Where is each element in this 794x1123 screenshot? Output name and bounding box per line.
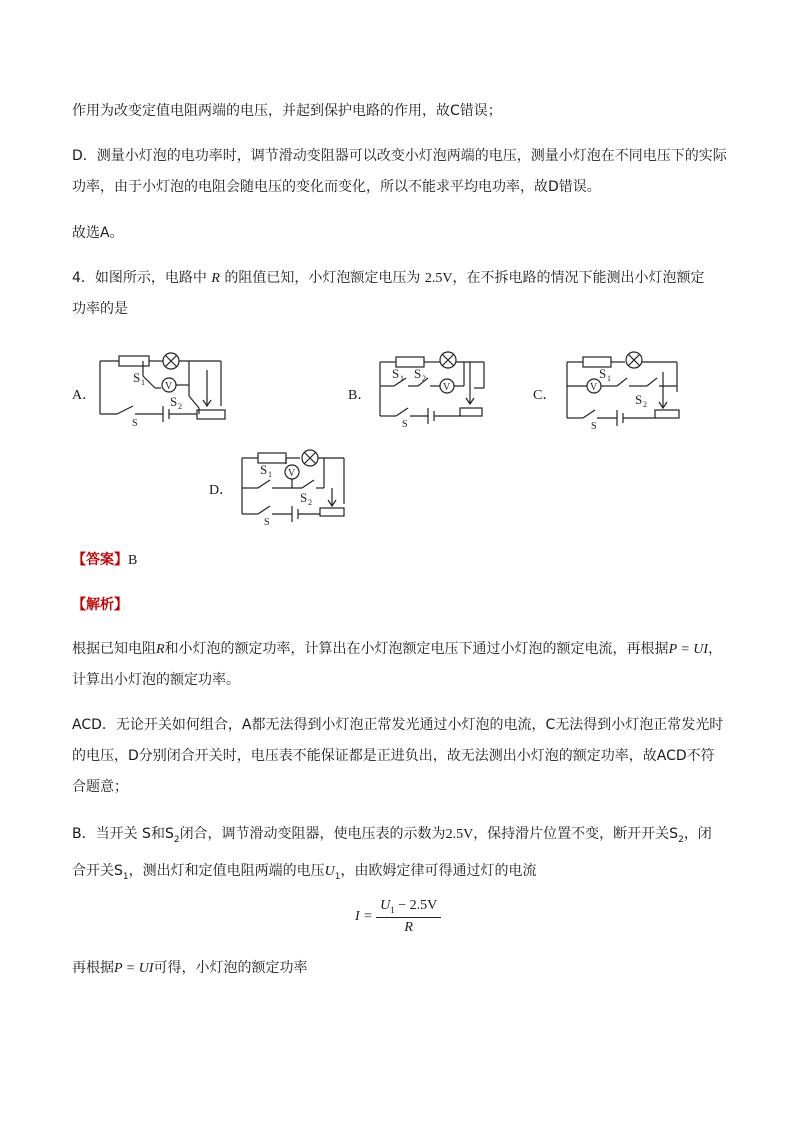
subscript: 2 <box>678 834 684 845</box>
answer-tag: 【答案】 <box>72 552 128 568</box>
subscript: 1 <box>122 871 129 882</box>
text-fragment: ，由欧姆定律可得通过灯的电流 <box>340 862 537 879</box>
paragraph-select-a <box>72 218 732 249</box>
text-line: 合题意； <box>72 779 128 795</box>
switch-s2 <box>647 378 657 386</box>
svg-text:S: S <box>264 517 270 528</box>
subscript: 2 <box>173 834 180 845</box>
analysis-tag: 【解析】 <box>72 597 128 613</box>
svg-text:S: S <box>170 394 178 409</box>
circuit-diagram-c <box>561 348 686 430</box>
resistor-r <box>583 357 611 367</box>
text-line: D．测量小灯泡的电功率时，调节滑动变阻器可以改变小灯泡两端的电压，测量小灯泡在不同电压下的实际 <box>72 148 727 164</box>
switch-s2 <box>302 480 314 488</box>
switch-s <box>396 408 408 416</box>
svg-text:V: V <box>443 382 451 393</box>
rheostat <box>460 408 482 416</box>
text-fragment: ， <box>708 641 723 657</box>
text-fragment: 闭合，调节滑动变阻器，使电压表的示数为 <box>179 826 446 842</box>
paragraph-acd <box>72 710 732 803</box>
variable-r: R <box>156 642 165 657</box>
switch-s <box>117 406 133 414</box>
text-line: 功率的是 <box>72 301 128 317</box>
switch-s2 <box>189 396 199 408</box>
rheostat <box>320 508 344 516</box>
formula-lhs: I = <box>355 909 373 925</box>
svg-text:S: S <box>414 366 422 381</box>
answer-line <box>72 545 732 576</box>
text-fragment: ，在不拆电路的情况下能测出小灯泡额定 <box>452 270 705 286</box>
paragraph-b <box>72 819 732 893</box>
text-fragment: B．当开关 S和S <box>72 826 174 842</box>
formula-p-ui: P = UI <box>114 961 154 976</box>
svg-text:S: S <box>260 462 268 477</box>
subscript: 1 <box>334 871 341 882</box>
svg-text:2: 2 <box>643 400 647 409</box>
svg-text:1: 1 <box>268 470 272 479</box>
question-4 <box>72 263 732 325</box>
text-fragment: ，保持滑片位置不变，断开开关S <box>473 826 679 842</box>
text-line: 作用为改变定值电阻两端的电压，并起到保护电路的作用，故C错误； <box>72 103 502 119</box>
svg-text:S: S <box>635 392 643 407</box>
svg-text:S: S <box>133 370 141 385</box>
svg-text:2: 2 <box>422 374 426 383</box>
option-d-label: D． <box>209 483 234 498</box>
svg-text:S: S <box>300 490 308 505</box>
rated-voltage: 2.5V <box>424 271 453 286</box>
text-fragment: 的阻值已知，小灯泡额定电压为 <box>224 270 421 286</box>
paragraph-option-d <box>72 141 732 203</box>
switch-s <box>583 410 595 418</box>
circuit-diagram-a <box>95 348 240 428</box>
voltage-value: 2.5V <box>445 827 474 842</box>
question-number: 4． <box>72 270 95 286</box>
circuit-diagram-d <box>236 446 356 526</box>
svg-text:1: 1 <box>607 374 611 383</box>
rheostat <box>197 410 225 419</box>
fraction-numerator: $U_1 - 2.5V$ <box>376 898 441 918</box>
svg-text:S: S <box>132 418 138 429</box>
text-line: 故选A。 <box>72 225 124 241</box>
svg-text:S: S <box>392 366 400 381</box>
fraction-denominator: R <box>404 919 413 935</box>
text-fragment: 合开关S <box>72 862 123 879</box>
variable-r: R <box>211 271 220 286</box>
voltmeter-label: V <box>165 381 173 392</box>
text-fragment: 可得，小灯泡的额定功率 <box>153 960 308 976</box>
analysis-paragraph <box>72 634 732 696</box>
circuit-diagram-b <box>374 348 494 430</box>
switch-s <box>258 506 270 514</box>
text-fragment: 再根据 <box>72 960 114 976</box>
rheostat <box>655 410 679 418</box>
svg-text:S: S <box>591 421 597 432</box>
svg-text:S: S <box>599 366 607 381</box>
fraction <box>376 898 441 936</box>
text-fragment: ，闭 <box>683 826 712 842</box>
svg-text:V: V <box>288 468 296 479</box>
switch-s1 <box>258 480 270 488</box>
analysis-heading <box>72 590 732 621</box>
formula-p-ui: P = UI <box>668 642 709 657</box>
switch-s1 <box>617 378 627 386</box>
text-fragment: 如图所示，电路中 <box>94 270 207 286</box>
resistor-r <box>119 356 149 366</box>
paragraph-c-conclusion <box>72 96 732 127</box>
text-line: 的电压，D分别闭合开关时，电压表不能保证都是正进负出，故无法测出小灯泡的额定功率，故ACD不符 <box>72 748 715 764</box>
final-line <box>72 953 732 984</box>
svg-text:1: 1 <box>141 378 145 387</box>
option-c-label: C． <box>533 388 557 403</box>
svg-text:2: 2 <box>178 402 182 411</box>
text-line: ACD．无论开关如何组合，A都无法得到小灯泡正常发光通过小灯泡的电流，C无法得到小灯泡正常发光时 <box>72 717 724 733</box>
text-line: 计算出小灯泡的额定功率。 <box>72 672 240 688</box>
text-fragment: ，测出灯和定值电阻两端的电压 <box>128 862 325 879</box>
option-a-label: A． <box>72 388 97 403</box>
variable-u1: U <box>324 863 335 879</box>
text-fragment: 和小灯泡的额定功率，计算出在小灯泡额定电压下通过小灯泡的额定电流，再根据 <box>164 641 669 657</box>
svg-text:1: 1 <box>400 374 404 383</box>
current-formula <box>355 898 441 936</box>
svg-text:2: 2 <box>308 498 312 507</box>
text-line: 功率，由于小灯泡的电阻会随电压的变化而变化，所以不能求平均电功率，故D错误。 <box>72 179 601 195</box>
svg-text:V: V <box>590 382 598 393</box>
option-b-label: B． <box>348 388 372 403</box>
svg-text:S: S <box>402 419 408 430</box>
answer-value: B <box>128 553 138 568</box>
text-fragment: 根据已知电阻 <box>72 641 156 657</box>
